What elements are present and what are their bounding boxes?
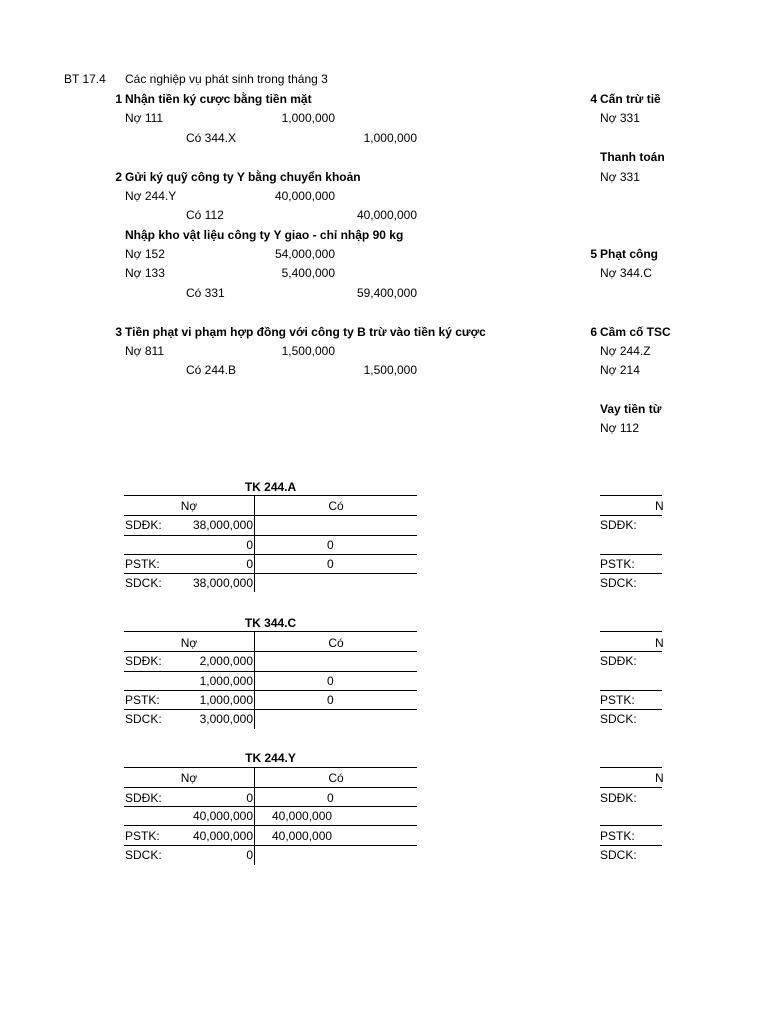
ledger-movement-debit: 40,000,000	[192, 809, 253, 823]
ledger-period-rule	[600, 845, 662, 846]
ledger-header-rule	[124, 787, 417, 788]
entry-2-sub-title: Nhập kho vật liệu công ty Y giao - chỉ nhập 90 kg	[125, 228, 404, 242]
ledger-period-label: PSTK:	[125, 693, 160, 707]
entry-6-debit-account-3: Nợ 112	[600, 421, 639, 435]
entry-3-debit-amount: 1,500,000	[281, 344, 335, 358]
ledger-closing-debit: 0	[246, 848, 253, 862]
ledger-debit-header: N	[655, 499, 664, 513]
ledger-opening-label: SDĐK:	[600, 518, 637, 532]
ledger-movement-debit: 1,000,000	[199, 674, 253, 688]
ledger-period-rule	[124, 845, 417, 846]
ledger-movement-credit: 40,000,000	[272, 809, 333, 823]
ledger-closing-label: SDCK:	[600, 712, 637, 726]
entry-5-title: Phạt công	[600, 247, 659, 261]
entry-5-number: 5	[590, 247, 597, 261]
ledger-title: TK 244.Y	[245, 751, 296, 765]
ledger-period-credit: 0	[327, 693, 334, 707]
entry-4-debit-account-2: Nợ 331	[600, 170, 640, 184]
ledger-opening-label: SDĐK:	[600, 791, 637, 805]
ledger-header-rule	[600, 515, 662, 516]
ledger-period-rule	[124, 573, 417, 574]
ledger-credit-header: Có	[328, 636, 344, 650]
ledger-opening-rule	[124, 535, 417, 536]
ledger-closing-debit: 3,000,000	[199, 712, 253, 726]
ledger-period-rule	[600, 573, 662, 574]
ledger-divider	[254, 495, 255, 592]
ledger-closing-label: SDCK:	[600, 576, 637, 590]
entry-3-credit-account: Có 244.B	[186, 363, 237, 377]
ledger-period-debit: 1,000,000	[199, 693, 253, 707]
ledger-top-rule	[600, 495, 662, 496]
ledger-debit-header: N	[655, 771, 664, 785]
entry-3-credit-amount: 1,500,000	[363, 363, 417, 377]
ledger-closing-label: SDCK:	[125, 712, 162, 726]
ledger-period-label: PSTK:	[600, 557, 635, 571]
ledger-movement-rule	[124, 825, 417, 826]
ledger-opening-label: SDĐK:	[125, 518, 162, 532]
ledger-movement-rule	[124, 690, 417, 691]
ledger-movement-credit: 0	[327, 538, 334, 552]
ledger-credit-header: Có	[328, 499, 344, 513]
ledger-header-rule	[124, 515, 417, 516]
ledger-closing-debit: 38,000,000	[192, 576, 253, 590]
ledger-credit-header: Có	[328, 771, 344, 785]
ledger-header-rule	[600, 787, 662, 788]
ledger-period-credit: 40,000,000	[272, 829, 333, 843]
ledger-closing-label: SDCK:	[125, 576, 162, 590]
ledger-movement-rule	[600, 690, 662, 691]
ledger-debit-header: Nợ	[180, 636, 198, 650]
ledger-period-label: PSTK:	[600, 829, 635, 843]
entry-6-title: Cầm cố TSC	[600, 325, 671, 339]
entry-2-debit-amount: 40,000,000	[274, 189, 335, 203]
entry-4-debit-account: Nợ 331	[600, 111, 640, 125]
entry-2-debit-amount-2: 54,000,000	[274, 247, 335, 261]
ledger-opening-debit: 2,000,000	[199, 654, 253, 668]
ledger-title: TK 244.A	[244, 480, 297, 494]
entry-2-title: Gửi ký quỹ công ty Y bằng chuyển khoản	[125, 170, 361, 184]
entry-6-debit-account: Nợ 244.Z	[600, 344, 651, 358]
ledger-header-rule	[124, 651, 417, 652]
exercise-code: BT 17.4	[64, 72, 106, 86]
entry-2-credit-amount: 40,000,000	[356, 208, 417, 222]
ledger-period-label: PSTK:	[125, 557, 160, 571]
ledger-opening-debit: 38,000,000	[192, 518, 253, 532]
ledger-top-rule	[124, 767, 417, 768]
entry-2-debit-amount-3: 5,400,000	[281, 266, 335, 280]
entry-2-credit-account-2: Có 331	[186, 286, 225, 300]
ledger-header-rule	[600, 651, 662, 652]
entry-2-debit-account-2: Nợ 152	[125, 247, 165, 261]
exercise-title: Các nghiệp vụ phát sinh trong tháng 3	[125, 72, 328, 86]
entry-3-debit-account: Nợ 811	[125, 344, 164, 358]
ledger-opening-credit: 0	[327, 791, 334, 805]
ledger-opening-label: SDĐK:	[125, 791, 162, 805]
entry-1-debit-amount: 1,000,000	[281, 111, 335, 125]
entry-4-title: Cấn trừ tiề	[600, 92, 661, 106]
ledger-movement-rule	[600, 554, 662, 555]
entry-2-credit-amount-2: 59,400,000	[356, 286, 417, 300]
entry-2-number: 2	[115, 170, 122, 184]
ledger-top-rule	[600, 631, 662, 632]
ledger-opening-debit: 0	[246, 791, 253, 805]
entry-1-debit-account: Nợ 111	[125, 111, 164, 125]
ledger-title: TK 344.C	[244, 616, 297, 630]
ledger-divider	[254, 631, 255, 729]
entry-1-number: 1	[115, 92, 122, 106]
entry-1-credit-account: Có 344.X	[186, 131, 237, 145]
ledger-debit-header: Nợ	[180, 499, 198, 513]
entry-6-number: 6	[590, 325, 597, 339]
ledger-opening-rule	[124, 671, 417, 672]
entry-1-title: Nhận tiền ký cược bằng tiền mặt	[125, 92, 312, 106]
entry-6-sub-title: Vay tiền từ	[600, 402, 662, 416]
ledger-debit-header: N	[655, 636, 664, 650]
ledger-opening-label: SDĐK:	[125, 654, 162, 668]
ledger-period-debit: 40,000,000	[192, 829, 253, 843]
entry-3-title: Tiền phạt vi phạm hợp đồng với công ty B trừ vào tiền ký cược	[125, 325, 486, 339]
entry-4-sub-title: Thanh toán	[600, 150, 665, 164]
ledger-opening-rule	[124, 806, 417, 807]
ledger-closing-label: SDCK:	[600, 848, 637, 862]
ledger-period-rule	[600, 709, 662, 710]
ledger-debit-header: Nợ	[180, 771, 198, 785]
entry-2-credit-account: Có 112	[186, 208, 224, 222]
entry-6-debit-account-2: Nợ 214	[600, 363, 640, 377]
entry-3-number: 3	[115, 325, 122, 339]
ledger-top-rule	[600, 767, 662, 768]
ledger-period-debit: 0	[246, 557, 253, 571]
entry-2-debit-account: Nợ 244.Y	[125, 189, 177, 203]
ledger-period-label: PSTK:	[600, 693, 635, 707]
ledger-period-rule	[124, 709, 417, 710]
ledger-movement-rule	[600, 825, 662, 826]
ledger-top-rule	[124, 631, 417, 632]
ledger-top-rule	[124, 495, 417, 496]
entry-1-credit-amount: 1,000,000	[363, 131, 417, 145]
ledger-movement-rule	[124, 554, 417, 555]
ledger-period-credit: 0	[327, 557, 334, 571]
ledger-divider	[254, 767, 255, 865]
ledger-closing-label: SDCK:	[125, 848, 162, 862]
ledger-opening-label: SDĐK:	[600, 654, 637, 668]
entry-2-debit-account-3: Nợ 133	[125, 266, 165, 280]
ledger-movement-debit: 0	[246, 538, 253, 552]
ledger-movement-credit: 0	[327, 674, 334, 688]
ledger-period-label: PSTK:	[125, 829, 160, 843]
entry-4-number: 4	[590, 92, 597, 106]
entry-5-debit-account: Nợ 344.C	[600, 266, 652, 280]
